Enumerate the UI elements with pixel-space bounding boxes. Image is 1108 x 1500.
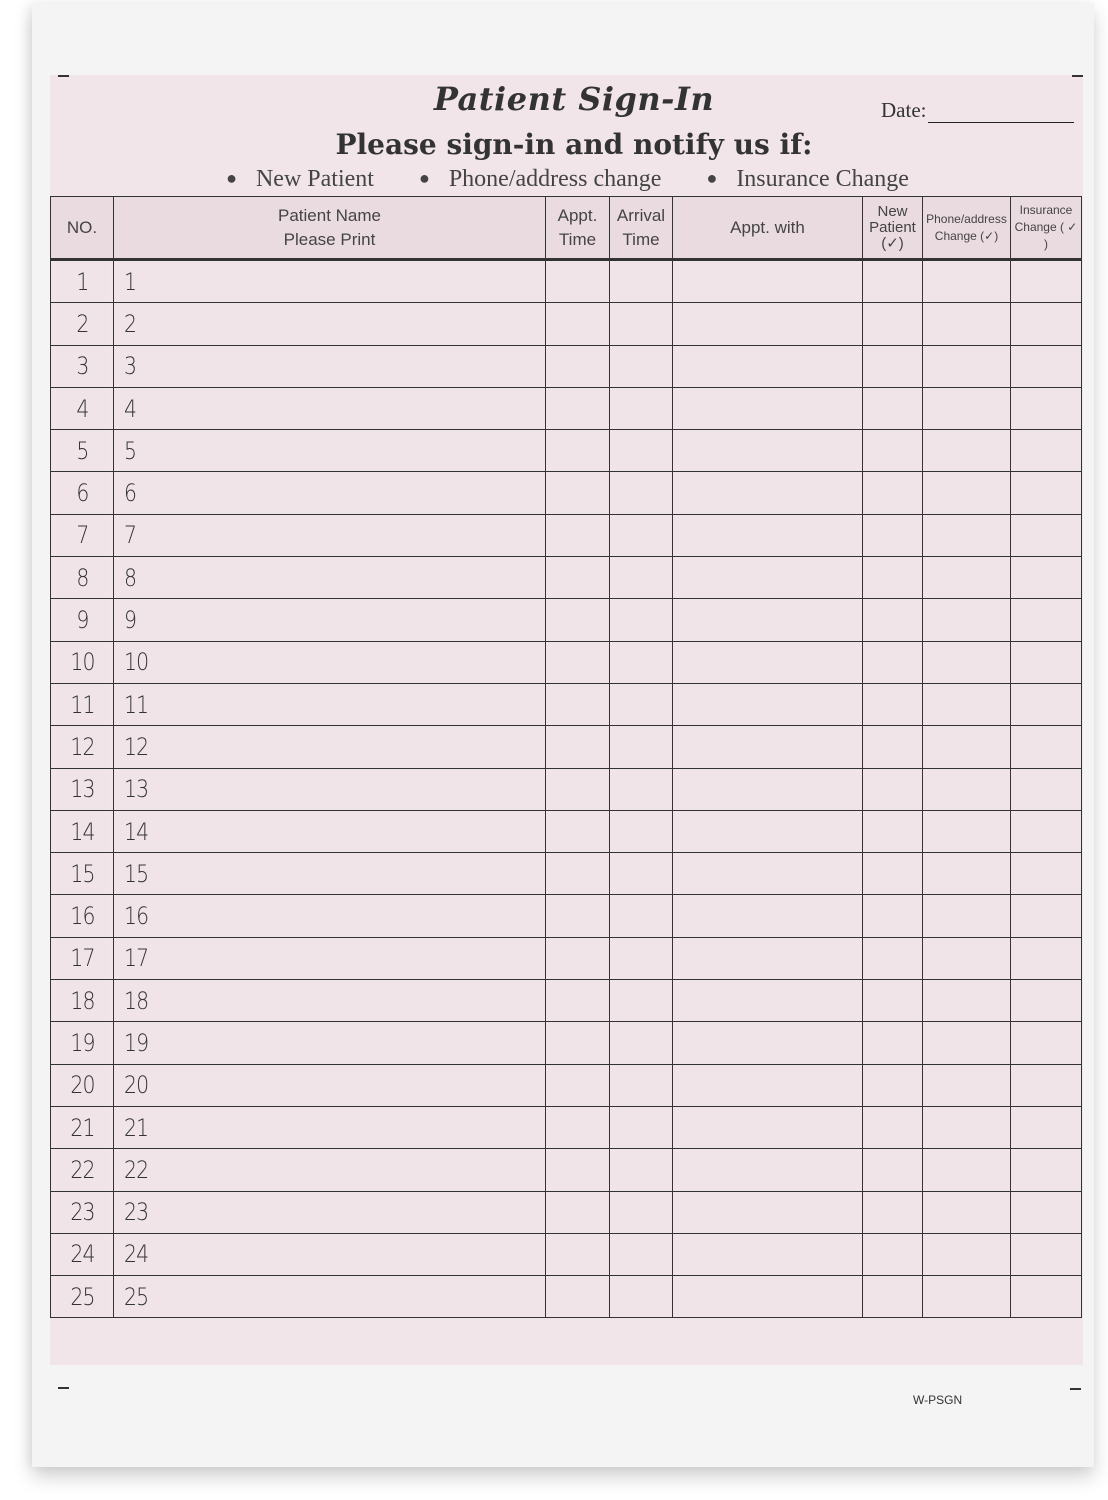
patient-name-cell[interactable] <box>114 895 546 937</box>
row-number: 7 <box>55 514 109 556</box>
patient-name-cell[interactable] <box>114 1276 546 1318</box>
patient-name-cell[interactable] <box>114 387 546 429</box>
arrival-time-cell[interactable] <box>610 472 673 514</box>
table-row <box>51 514 1082 556</box>
new-patient-check-cell[interactable] <box>863 472 923 514</box>
arrival-time-cell[interactable] <box>610 557 673 599</box>
new-patient-check-cell[interactable] <box>863 599 923 641</box>
header-new-patient: New Patient (✓) <box>863 197 923 260</box>
arrival-time-cell[interactable] <box>610 345 673 387</box>
name-line-number: 15 <box>124 859 149 888</box>
phone-address-change-check-cell[interactable] <box>923 1106 1011 1148</box>
patient-name-cell[interactable] <box>114 1149 546 1191</box>
header-insurance-change: Insurance Change ( ✓ ) <box>1011 197 1082 260</box>
arrival-time-cell[interactable] <box>610 260 673 303</box>
appt-time-cell[interactable] <box>546 430 610 472</box>
appt-time-cell[interactable] <box>546 472 610 514</box>
appt-time-cell[interactable] <box>546 768 610 810</box>
table-row <box>51 387 1082 429</box>
table-row <box>51 345 1082 387</box>
insurance-change-check-cell[interactable] <box>1011 810 1082 852</box>
table-row <box>51 683 1082 725</box>
new-patient-check-cell[interactable] <box>863 430 923 472</box>
new-patient-check-cell[interactable] <box>863 1149 923 1191</box>
phone-address-change-check-cell[interactable] <box>923 980 1011 1022</box>
appt-time-cell[interactable] <box>546 726 610 768</box>
form-code: W-PSGN <box>913 1393 963 1407</box>
new-patient-check-cell[interactable] <box>863 1106 923 1148</box>
row-number: 18 <box>55 980 109 1022</box>
phone-address-change-check-cell[interactable] <box>923 1233 1011 1275</box>
appt-with-cell[interactable] <box>673 768 863 810</box>
appt-with-cell[interactable] <box>673 387 863 429</box>
phone-address-change-check-cell[interactable] <box>923 387 1011 429</box>
insurance-change-check-cell[interactable] <box>1011 1276 1082 1318</box>
patient-name-cell[interactable] <box>114 768 546 810</box>
insurance-change-check-cell[interactable] <box>1011 514 1082 556</box>
name-line-number: 22 <box>124 1155 149 1184</box>
table-row <box>51 599 1082 641</box>
appt-with-cell[interactable] <box>673 303 863 345</box>
appt-time-cell[interactable] <box>546 1191 610 1233</box>
patient-name-cell[interactable] <box>114 853 546 895</box>
new-patient-check-cell[interactable] <box>863 683 923 725</box>
insurance-change-check-cell[interactable] <box>1011 853 1082 895</box>
row-number: 8 <box>55 557 109 599</box>
appt-time-cell[interactable] <box>546 599 610 641</box>
appt-with-cell[interactable] <box>673 810 863 852</box>
arrival-time-cell[interactable] <box>610 387 673 429</box>
bullet-dot-icon: ● <box>418 168 430 188</box>
new-patient-check-cell[interactable] <box>863 1276 923 1318</box>
new-patient-check-cell[interactable] <box>863 387 923 429</box>
crop-mark-top-left <box>58 75 69 77</box>
insurance-change-check-cell[interactable] <box>1011 937 1082 979</box>
header-no: NO. <box>51 197 114 260</box>
row-number: 15 <box>55 853 109 895</box>
header-phone-address-change: Phone/address Change (✓) <box>923 197 1011 260</box>
date-field[interactable] <box>881 98 1074 123</box>
insurance-change-check-cell[interactable] <box>1011 641 1082 683</box>
appt-time-cell[interactable] <box>546 1022 610 1064</box>
table-row <box>51 853 1082 895</box>
table-row <box>51 557 1082 599</box>
new-patient-check-cell[interactable] <box>863 1064 923 1106</box>
phone-address-change-check-cell[interactable] <box>923 1191 1011 1233</box>
appt-time-cell[interactable] <box>546 1064 610 1106</box>
phone-address-change-check-cell[interactable] <box>923 1064 1011 1106</box>
patient-name-cell[interactable] <box>114 683 546 725</box>
new-patient-check-cell[interactable] <box>863 260 923 303</box>
patient-name-cell[interactable] <box>114 557 546 599</box>
patient-name-cell[interactable] <box>114 472 546 514</box>
table-header-row <box>51 197 1082 260</box>
arrival-time-cell[interactable] <box>610 1276 673 1318</box>
name-line-number: 24 <box>124 1240 149 1269</box>
arrival-time-cell[interactable] <box>610 1064 673 1106</box>
condition-new-patient: ● New Patient <box>226 166 374 192</box>
appt-time-cell[interactable] <box>546 895 610 937</box>
new-patient-check-cell[interactable] <box>863 345 923 387</box>
name-line-number: 11 <box>124 690 149 719</box>
row-number: 5 <box>55 430 109 472</box>
row-number: 10 <box>55 641 109 683</box>
insurance-change-check-cell[interactable] <box>1011 1022 1082 1064</box>
notify-conditions <box>0 166 1108 193</box>
table-row <box>51 895 1082 937</box>
name-line-number: 13 <box>124 775 149 804</box>
patient-name-cell[interactable] <box>114 937 546 979</box>
appt-with-cell[interactable] <box>673 514 863 556</box>
table-row <box>51 1106 1082 1148</box>
arrival-time-cell[interactable] <box>610 430 673 472</box>
row-number: 6 <box>55 472 109 514</box>
phone-address-change-check-cell[interactable] <box>923 768 1011 810</box>
insurance-change-check-cell[interactable] <box>1011 1064 1082 1106</box>
patient-name-cell[interactable] <box>114 810 546 852</box>
table-row <box>51 1276 1082 1318</box>
appt-time-cell[interactable] <box>546 260 610 303</box>
patient-name-cell[interactable] <box>114 980 546 1022</box>
patient-name-cell[interactable] <box>114 1191 546 1233</box>
appt-time-cell[interactable] <box>546 1106 610 1148</box>
appt-with-cell[interactable] <box>673 980 863 1022</box>
crop-mark-bottom-right <box>1070 1388 1081 1390</box>
insurance-change-check-cell[interactable] <box>1011 557 1082 599</box>
name-line-number: 19 <box>124 1028 149 1057</box>
row-number: 14 <box>55 810 109 852</box>
name-line-number: 6 <box>124 479 137 508</box>
row-number: 12 <box>55 726 109 768</box>
arrival-time-cell[interactable] <box>610 937 673 979</box>
phone-address-change-check-cell[interactable] <box>923 853 1011 895</box>
phone-address-change-check-cell[interactable] <box>923 557 1011 599</box>
appt-with-cell[interactable] <box>673 345 863 387</box>
appt-time-cell[interactable] <box>546 641 610 683</box>
name-line-number: 25 <box>124 1282 149 1311</box>
phone-address-change-check-cell[interactable] <box>923 345 1011 387</box>
phone-address-change-check-cell[interactable] <box>923 599 1011 641</box>
phone-address-change-check-cell[interactable] <box>923 1276 1011 1318</box>
row-number: 20 <box>55 1064 109 1106</box>
appt-with-cell[interactable] <box>673 895 863 937</box>
appt-time-cell[interactable] <box>546 937 610 979</box>
appt-with-cell[interactable] <box>673 1276 863 1318</box>
table-row <box>51 768 1082 810</box>
appt-with-cell[interactable] <box>673 683 863 725</box>
new-patient-check-cell[interactable] <box>863 726 923 768</box>
appt-time-cell[interactable] <box>546 345 610 387</box>
row-number: 24 <box>55 1233 109 1275</box>
patient-name-cell[interactable] <box>114 514 546 556</box>
insurance-change-check-cell[interactable] <box>1011 1106 1082 1148</box>
new-patient-check-cell[interactable] <box>863 1022 923 1064</box>
appt-with-cell[interactable] <box>673 1233 863 1275</box>
arrival-time-cell[interactable] <box>610 599 673 641</box>
appt-time-cell[interactable] <box>546 683 610 725</box>
patient-name-cell[interactable] <box>114 1233 546 1275</box>
name-line-number: 21 <box>124 1113 149 1142</box>
phone-address-change-check-cell[interactable] <box>923 726 1011 768</box>
appt-with-cell[interactable] <box>673 937 863 979</box>
phone-address-change-check-cell[interactable] <box>923 810 1011 852</box>
bullet-dot-icon: ● <box>706 168 718 188</box>
row-number: 17 <box>55 937 109 979</box>
sign-in-table <box>50 196 1082 1318</box>
patient-name-cell[interactable] <box>114 1106 546 1148</box>
patient-name-cell[interactable] <box>114 599 546 641</box>
patient-name-cell[interactable] <box>114 1064 546 1106</box>
table-row <box>51 1022 1082 1064</box>
header-appt-time: Appt. Time <box>546 197 610 260</box>
table-row <box>51 641 1082 683</box>
insurance-change-check-cell[interactable] <box>1011 1149 1082 1191</box>
insurance-change-check-cell[interactable] <box>1011 430 1082 472</box>
new-patient-check-cell[interactable] <box>863 810 923 852</box>
arrival-time-cell[interactable] <box>610 810 673 852</box>
phone-address-change-check-cell[interactable] <box>923 430 1011 472</box>
arrival-time-cell[interactable] <box>610 514 673 556</box>
row-number: 19 <box>55 1022 109 1064</box>
header-appt-with: Appt. with <box>673 197 863 260</box>
insurance-change-check-cell[interactable] <box>1011 472 1082 514</box>
row-number: 11 <box>55 683 109 725</box>
arrival-time-cell[interactable] <box>610 768 673 810</box>
patient-name-cell[interactable] <box>114 260 546 303</box>
name-line-number: 17 <box>124 944 149 973</box>
table-row <box>51 303 1082 345</box>
new-patient-check-cell[interactable] <box>863 303 923 345</box>
insurance-change-check-cell[interactable] <box>1011 768 1082 810</box>
arrival-time-cell[interactable] <box>610 726 673 768</box>
phone-address-change-check-cell[interactable] <box>923 472 1011 514</box>
new-patient-check-cell[interactable] <box>863 557 923 599</box>
name-line-number: 7 <box>124 521 137 550</box>
row-number: 25 <box>55 1276 109 1318</box>
table-row <box>51 260 1082 303</box>
phone-address-change-check-cell[interactable] <box>923 895 1011 937</box>
crop-mark-bottom-left <box>58 1387 69 1389</box>
appt-with-cell[interactable] <box>673 1149 863 1191</box>
arrival-time-cell[interactable] <box>610 1106 673 1148</box>
appt-with-cell[interactable] <box>673 641 863 683</box>
appt-time-cell[interactable] <box>546 980 610 1022</box>
appt-with-cell[interactable] <box>673 260 863 303</box>
new-patient-check-cell[interactable] <box>863 1233 923 1275</box>
table-row <box>51 1149 1082 1191</box>
table-row <box>51 1191 1082 1233</box>
phone-address-change-check-cell[interactable] <box>923 514 1011 556</box>
appt-time-cell[interactable] <box>546 557 610 599</box>
table-row <box>51 472 1082 514</box>
insurance-change-check-cell[interactable] <box>1011 599 1082 641</box>
patient-name-cell[interactable] <box>114 303 546 345</box>
insurance-change-check-cell[interactable] <box>1011 980 1082 1022</box>
appt-time-cell[interactable] <box>546 853 610 895</box>
arrival-time-cell[interactable] <box>610 303 673 345</box>
table-row <box>51 726 1082 768</box>
insurance-change-check-cell[interactable] <box>1011 683 1082 725</box>
insurance-change-check-cell[interactable] <box>1011 345 1082 387</box>
appt-with-cell[interactable] <box>673 1191 863 1233</box>
phone-address-change-check-cell[interactable] <box>923 1022 1011 1064</box>
insurance-change-check-cell[interactable] <box>1011 1233 1082 1275</box>
name-line-number: 4 <box>124 394 137 423</box>
arrival-time-cell[interactable] <box>610 683 673 725</box>
insurance-change-check-cell[interactable] <box>1011 895 1082 937</box>
appt-with-cell[interactable] <box>673 472 863 514</box>
row-number: 9 <box>55 599 109 641</box>
insurance-change-check-cell[interactable] <box>1011 303 1082 345</box>
name-line-number: 5 <box>124 436 137 465</box>
new-patient-check-cell[interactable] <box>863 641 923 683</box>
table-row <box>51 980 1082 1022</box>
row-number: 3 <box>55 345 109 387</box>
phone-address-change-check-cell[interactable] <box>923 303 1011 345</box>
row-number: 23 <box>55 1191 109 1233</box>
name-line-number: 1 <box>124 267 137 296</box>
table-row <box>51 1233 1082 1275</box>
instructions: Please sign-in and notify us if: <box>335 128 813 161</box>
appt-time-cell[interactable] <box>546 810 610 852</box>
phone-address-change-check-cell[interactable] <box>923 937 1011 979</box>
form-title: Patient Sign-In <box>433 80 715 118</box>
appt-time-cell[interactable] <box>546 387 610 429</box>
name-line-number: 2 <box>124 309 137 338</box>
appt-time-cell[interactable] <box>546 1233 610 1275</box>
arrival-time-cell[interactable] <box>610 1149 673 1191</box>
table-row <box>51 1064 1082 1106</box>
date-input-line[interactable] <box>928 104 1074 123</box>
row-number: 1 <box>55 260 109 303</box>
appt-time-cell[interactable] <box>546 303 610 345</box>
appt-time-cell[interactable] <box>546 1276 610 1318</box>
arrival-time-cell[interactable] <box>610 1022 673 1064</box>
arrival-time-cell[interactable] <box>610 853 673 895</box>
table-row <box>51 937 1082 979</box>
new-patient-check-cell[interactable] <box>863 937 923 979</box>
new-patient-check-cell[interactable] <box>863 853 923 895</box>
name-line-number: 16 <box>124 902 149 931</box>
name-line-number: 10 <box>124 648 149 677</box>
appt-with-cell[interactable] <box>673 557 863 599</box>
arrival-time-cell[interactable] <box>610 980 673 1022</box>
phone-address-change-check-cell[interactable] <box>923 1149 1011 1191</box>
appt-with-cell[interactable] <box>673 1022 863 1064</box>
table-row <box>51 810 1082 852</box>
new-patient-check-cell[interactable] <box>863 514 923 556</box>
new-patient-check-cell[interactable] <box>863 980 923 1022</box>
patient-name-cell[interactable] <box>114 641 546 683</box>
condition-insurance: ● Insurance Change <box>706 166 909 192</box>
appt-with-cell[interactable] <box>673 726 863 768</box>
header-patient-name: Patient Name Please Print <box>114 197 546 260</box>
name-line-number: 3 <box>124 352 137 381</box>
phone-address-change-check-cell[interactable] <box>923 683 1011 725</box>
date-label: Date: <box>881 98 927 122</box>
name-line-number: 14 <box>124 817 149 846</box>
insurance-change-check-cell[interactable] <box>1011 387 1082 429</box>
arrival-time-cell[interactable] <box>610 1191 673 1233</box>
phone-address-change-check-cell[interactable] <box>923 260 1011 303</box>
condition-phone-address: ● Phone/address change <box>418 166 662 192</box>
row-number: 16 <box>55 895 109 937</box>
name-line-number: 23 <box>124 1198 149 1227</box>
name-line-number: 8 <box>124 563 137 592</box>
row-number: 13 <box>55 768 109 810</box>
insurance-change-check-cell[interactable] <box>1011 726 1082 768</box>
appt-time-cell[interactable] <box>546 514 610 556</box>
appt-time-cell[interactable] <box>546 1149 610 1191</box>
arrival-time-cell[interactable] <box>610 641 673 683</box>
appt-with-cell[interactable] <box>673 853 863 895</box>
patient-name-cell[interactable] <box>114 345 546 387</box>
patient-name-cell[interactable] <box>114 1022 546 1064</box>
appt-with-cell[interactable] <box>673 1064 863 1106</box>
patient-name-cell[interactable] <box>114 430 546 472</box>
patient-name-cell[interactable] <box>114 726 546 768</box>
bullet-dot-icon: ● <box>226 168 237 188</box>
header-arrival-time: Arrival Time <box>610 197 673 260</box>
name-line-number: 20 <box>124 1071 149 1100</box>
arrival-time-cell[interactable] <box>610 1233 673 1275</box>
arrival-time-cell[interactable] <box>610 895 673 937</box>
new-patient-check-cell[interactable] <box>863 895 923 937</box>
appt-with-cell[interactable] <box>673 1106 863 1148</box>
row-number: 4 <box>55 387 109 429</box>
row-number: 2 <box>55 303 109 345</box>
crop-mark-top-right <box>1072 75 1083 77</box>
new-patient-check-cell[interactable] <box>863 768 923 810</box>
name-line-number: 12 <box>124 732 149 761</box>
row-number: 22 <box>55 1149 109 1191</box>
phone-address-change-check-cell[interactable] <box>923 641 1011 683</box>
new-patient-check-cell[interactable] <box>863 1191 923 1233</box>
row-number: 21 <box>55 1106 109 1148</box>
name-line-number: 9 <box>124 606 137 635</box>
table-row <box>51 430 1082 472</box>
insurance-change-check-cell[interactable] <box>1011 260 1082 303</box>
insurance-change-check-cell[interactable] <box>1011 1191 1082 1233</box>
appt-with-cell[interactable] <box>673 599 863 641</box>
appt-with-cell[interactable] <box>673 430 863 472</box>
name-line-number: 18 <box>124 986 149 1015</box>
